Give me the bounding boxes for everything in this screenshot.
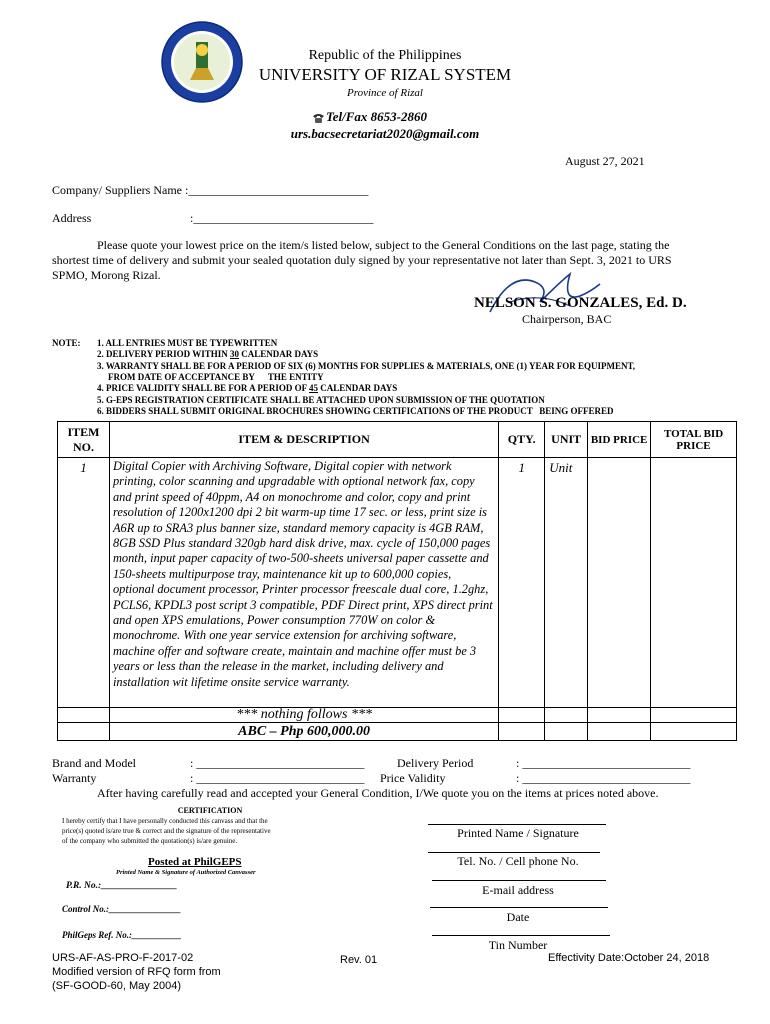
- nothing-follows: *** nothing follows ***: [109, 708, 498, 723]
- posted-philgeps: Posted at PhilGEPS: [148, 856, 242, 868]
- warranty-field[interactable]: : ____________________________: [190, 771, 365, 785]
- note-item: 1. ALL ENTRIES MUST BE TYPEWRITTEN: [97, 338, 278, 348]
- phone-icon: [312, 111, 325, 122]
- row-total-bid-price[interactable]: [651, 458, 737, 708]
- revision: Rev. 01: [340, 954, 378, 966]
- address-field: :______________________________: [190, 211, 374, 225]
- effectivity-date: Effectivity Date:October 24, 2018: [548, 952, 710, 964]
- signatory-title: Chairperson, BAC: [522, 312, 612, 326]
- signatory-name: NELSON S. GONZALES, Ed. D.: [474, 295, 687, 311]
- phone-caption: Tel. No. / Cell phone No.: [457, 854, 579, 868]
- table-row: [58, 458, 737, 708]
- date-caption: Date: [506, 910, 530, 924]
- note-label: NOTE:: [52, 338, 81, 348]
- telfax-number: Tel/Fax 8653-2860: [326, 109, 427, 124]
- intro-line-3: SPMO, Morong Rizal.: [52, 268, 161, 282]
- header-item-no: ITEM NO.: [58, 422, 110, 458]
- items-table: [57, 421, 737, 741]
- row-unit: Unit: [545, 458, 588, 708]
- republic-heading: Republic of the Philippines: [308, 48, 462, 63]
- document-date: August 27, 2021: [565, 154, 645, 168]
- bac-email: urs.bacsecretariat2020@gmail.com: [290, 126, 480, 141]
- header-total-bid-price: TOTAL BID PRICE: [651, 422, 737, 458]
- university-name: UNIVERSITY OF RIZAL SYSTEM: [258, 65, 512, 84]
- printed-name-caption: Printed Name / Signature: [457, 826, 579, 840]
- address-label: Address: [52, 211, 92, 225]
- tin-caption: Tin Number: [488, 938, 548, 952]
- canvasser-caption: Printed Name & Signature of Authorized Canvasser: [116, 869, 256, 876]
- intro-line-2: shortest time of delivery and submit your sealed quotation duly signed by your representative not later than Sept. 3, 2021 to URS: [52, 253, 672, 267]
- header-bid-price: BID PRICE: [588, 422, 651, 458]
- table-header-row: [58, 422, 737, 458]
- signature-line[interactable]: [428, 823, 606, 825]
- header-unit: UNIT: [545, 422, 588, 458]
- note-item: 5. G-EPS REGISTRATION CERTIFICATE SHALL BE ATTACHED UPON SUBMISSION OF THE QUOTATION: [97, 395, 545, 405]
- control-number-field[interactable]: Control No.:________________: [62, 904, 182, 914]
- nothing-follows-row: [58, 708, 737, 723]
- delivery-period-field[interactable]: : ____________________________: [516, 756, 691, 770]
- warranty-label: Warranty: [52, 771, 97, 785]
- price-validity-field[interactable]: : ____________________________: [516, 771, 691, 785]
- note-item: 3. WARRANTY SHALL BE FOR A PERIOD OF SIX (6) MONTHS FOR SUPPLIES & MATERIALS, ONE (1) YEAR FOR EQUIPMENT,: [97, 361, 636, 371]
- note-item: 6. BIDDERS SHALL SUBMIT ORIGINAL BROCHURES SHOWING CERTIFICATIONS OF THE PRODUCT BEING OFFERED: [97, 406, 614, 416]
- row-bid-price[interactable]: [588, 458, 651, 708]
- row-description: Digital Copier with Archiving Software, Digital copier with network printing, color scanning and upgradable with optional network fax, copy and print speed of 40ppm, A4 on monochrome and color, copy and print resolution of 1200x1200 dpi 2 bit warm-up time 17 sec. or less, print size is A6R up to SRA3 plus banner size, standard memory capacity is 4GB RAM, 8GB SSD Plus standard 320gb hard disk drive, max. cycle of 150,000 pages month, input paper capacity of two-500-sheets universal paper cassette and 150-sheets multipurpose tray, maintenance kit up to 600,000 copies, optional document processor, Printer processor freescale dual core, 1.2ghz, PCLS6, KPDL3 post script 3 compatible, PDF Direct print, XPS direct print and open XPS emulations, Power consumption 770W on color & monochrome. With one year service extension for archiving software, machine offer and software create, maintain and machine offer must be 3 years or less than the release in the market, including delivery and installation wit lifetime onsite service warranty.: [109, 458, 498, 708]
- header-qty: QTY.: [499, 422, 545, 458]
- acceptance-statement: After having carefully read and accepted your General Condition, I/We quote you on the items at prices noted above.: [97, 786, 659, 800]
- email-caption: E-mail address: [482, 883, 554, 897]
- note-item: 4. PRICE VALIDITY SHALL BE FOR A PERIOD OF 45 CALENDAR DAYS: [97, 383, 398, 393]
- header-description: ITEM & DESCRIPTION: [109, 422, 498, 458]
- email-line[interactable]: [432, 879, 606, 881]
- phone-line[interactable]: [428, 851, 600, 853]
- abc-row: [58, 723, 737, 741]
- note-item: FROM DATE OF ACCEPTANCE BY THE ENTITY: [108, 372, 324, 382]
- row-qty: 1: [499, 458, 545, 708]
- row-item-no: 1: [58, 458, 110, 708]
- approved-budget: ABC – Php 600,000.00: [109, 723, 498, 741]
- certification-title: CERTIFICATION: [177, 806, 243, 815]
- modified-note: Modified version of RFQ form from: [52, 966, 221, 978]
- intro-line-1: Please quote your lowest price on the item/s listed below, subject to the General Conditions on the last page, stating the: [97, 238, 670, 252]
- brand-model-field[interactable]: : ____________________________: [190, 756, 365, 770]
- province-name: Province of Rizal: [347, 87, 423, 99]
- brand-model-label: Brand and Model: [52, 756, 136, 770]
- price-validity-label: Price Validity: [380, 771, 446, 785]
- philgeps-ref-field[interactable]: PhilGeps Ref. No.:___________: [62, 930, 182, 940]
- form-code: URS-AF-AS-PRO-F-2017-02: [52, 952, 194, 964]
- sf-reference: (SF-GOOD-60, May 2004): [52, 980, 181, 992]
- delivery-period-label: Delivery Period: [397, 756, 474, 770]
- pr-number-field[interactable]: P.R. No.:________________: [66, 881, 178, 891]
- company-name-field: Company/ Suppliers Name :______________________________: [52, 183, 369, 197]
- certification-text-1: I hereby certify that I have personally conducted this canvass and that the: [62, 817, 268, 825]
- certification-text-3: of the company who submitted the quotation(s) is/are genuine.: [62, 837, 238, 845]
- note-item: 2. DELIVERY PERIOD WITHIN 30 CALENDAR DAYS: [97, 349, 319, 359]
- certification-text-2: price(s) quoted is/are true & correct and the signature of the representative: [62, 827, 271, 835]
- date-line[interactable]: [430, 906, 608, 908]
- tin-line[interactable]: [432, 934, 610, 936]
